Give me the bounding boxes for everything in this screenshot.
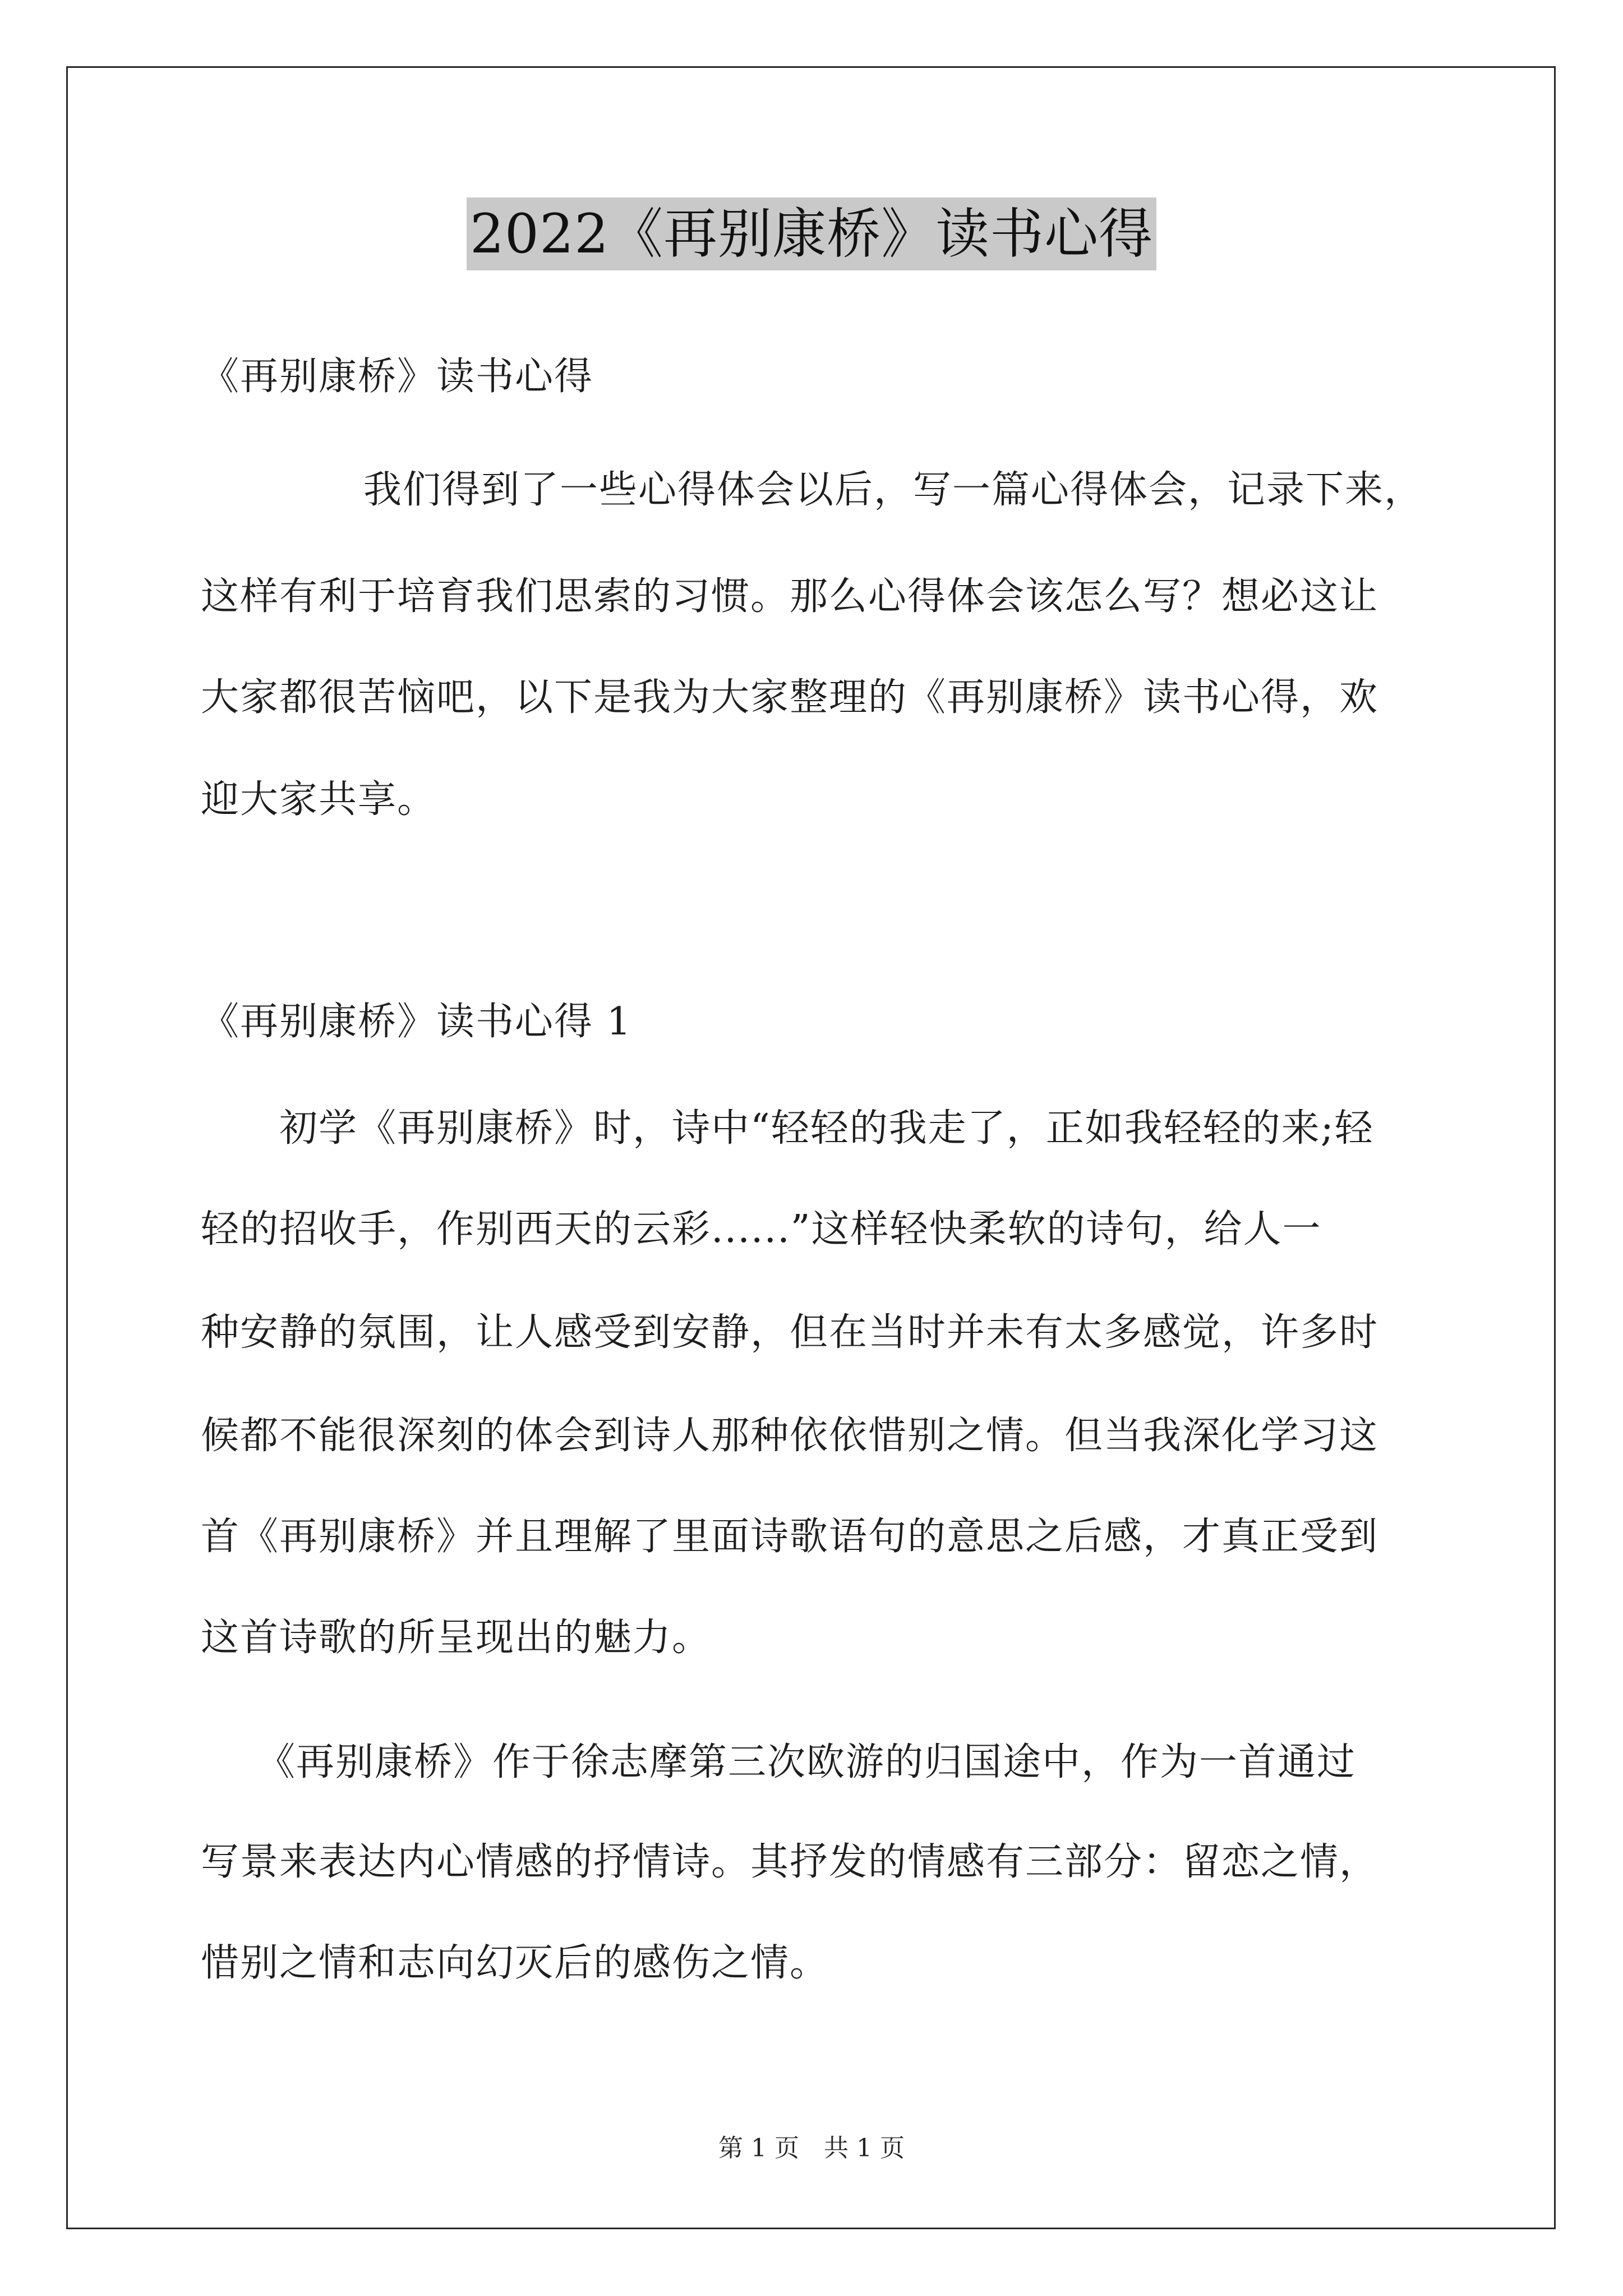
section-heading: 《再别康桥》读书心得 1 [201,1000,632,1044]
paragraph-line: 写景来表达内心情感的抒情诗。其抒发的情感有三部分：留恋之情， [201,1840,1379,1884]
paragraph-line: 初学《再别康桥》时，诗中“轻轻的我走了，正如我轻轻的来;轻 [279,1106,1374,1151]
paragraph-line: 惜别之情和志向幻灭后的感伤之情。 [201,1941,829,1985]
paragraph-line: 种安静的氛围，让人感受到安静，但在当时并未有太多感觉，许多时 [201,1310,1379,1355]
title-container [0,197,1623,270]
document-title: 2022《再别康桥》读书心得 [467,197,1156,270]
paragraph-line: 这样有利于培育我们思索的习惯。那么心得体会该怎么写？想必这让 [201,574,1379,619]
section-heading: 《再别康桥》读书心得 [201,355,594,399]
paragraph-line: 《再别康桥》作于徐志摩第三次欧游的归国途中，作为一首通过 [257,1740,1357,1784]
paragraph-line: 迎大家共享。 [201,777,437,822]
paragraph-line: 候都不能很深刻的体会到诗人那种依依惜别之情。但当我深化学习这 [201,1414,1379,1458]
paragraph-line: 首《再别康桥》并且理解了里面诗歌语句的意思之后感，才真正受到 [201,1515,1379,1559]
paragraph-line: 轻的招收手，作别西天的云彩......”这样轻快柔软的诗句，给人一 [201,1207,1322,1251]
page-footer: 第 1 页 共 1 页 [718,2134,905,2162]
paragraph-line: 我们得到了一些心得体会以后，写一篇心得体会，记录下来， [363,468,1424,512]
paragraph-line: 这首诗歌的所呈现出的魅力。 [201,1616,712,1660]
paragraph-line: 大家都很苦恼吧，以下是我为大家整理的《再别康桥》读书心得，欢 [201,675,1379,720]
